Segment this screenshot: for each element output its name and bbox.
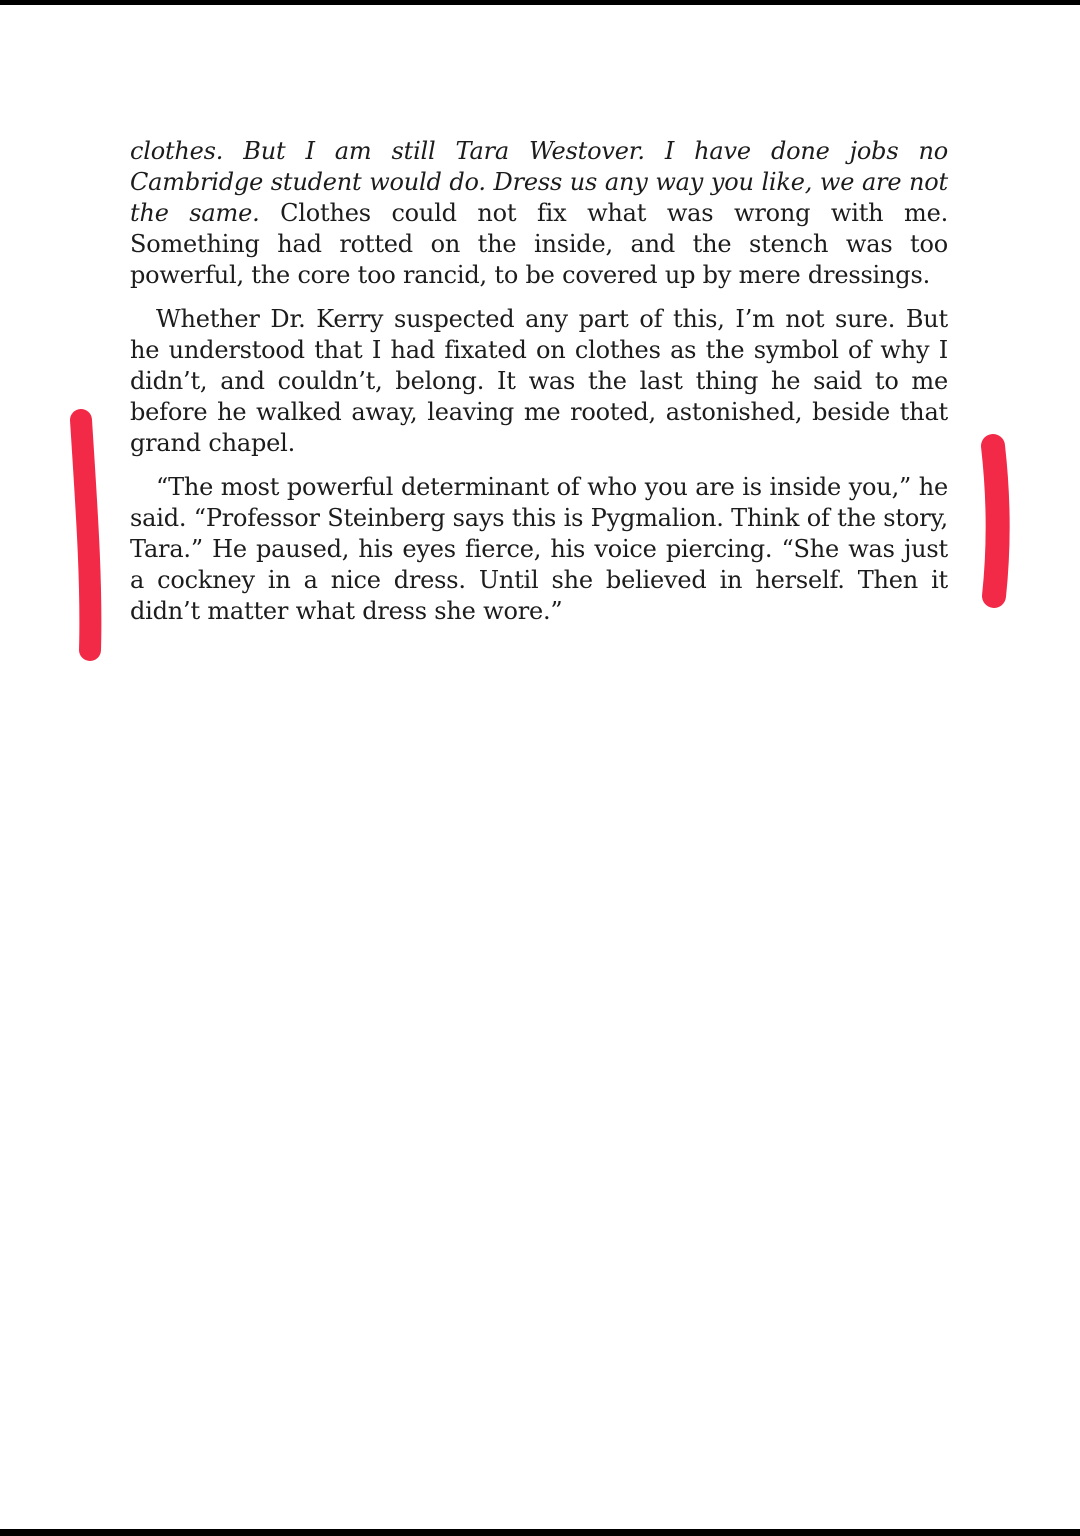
bottom-frame-bar [0, 1529, 1080, 1536]
book-text [130, 136, 948, 640]
paragraph-2: Whether Dr. Kerry suspected any part of this, I’m not sure. But he understood that I had fixated on clothes as the symbol of why I didn’t, and couldn’t, belong. It was the last thing he said to me before he walked away, leaving me rooted, astonished, beside that grand chapel. [130, 305, 948, 457]
paragraph-1-italic-text: clothes. But I am still Tara Westover. I have done jobs no Cambridge student would do. Dress us any way you like, we are not the same. [130, 137, 948, 227]
paragraph-3: “The most powerful determinant of who you are is inside you,” he said. “Professor Steinberg says this is Pygmalion. Think of the story, Tara.” He paused, his eyes fierce, his voice piercing. “She was just a cockney in a nice dress. Until she believed in herself. Then it didn’t matter what dress she wore.” [130, 473, 948, 625]
book-page [0, 5, 1080, 1529]
paragraph-1-text: Clothes could not fix what was wrong with me. Something had rotted on the inside, and the stench was too powerful, the core too rancid, to be covered up by mere dressings. [130, 199, 948, 289]
paragraph-1 [130, 136, 948, 291]
